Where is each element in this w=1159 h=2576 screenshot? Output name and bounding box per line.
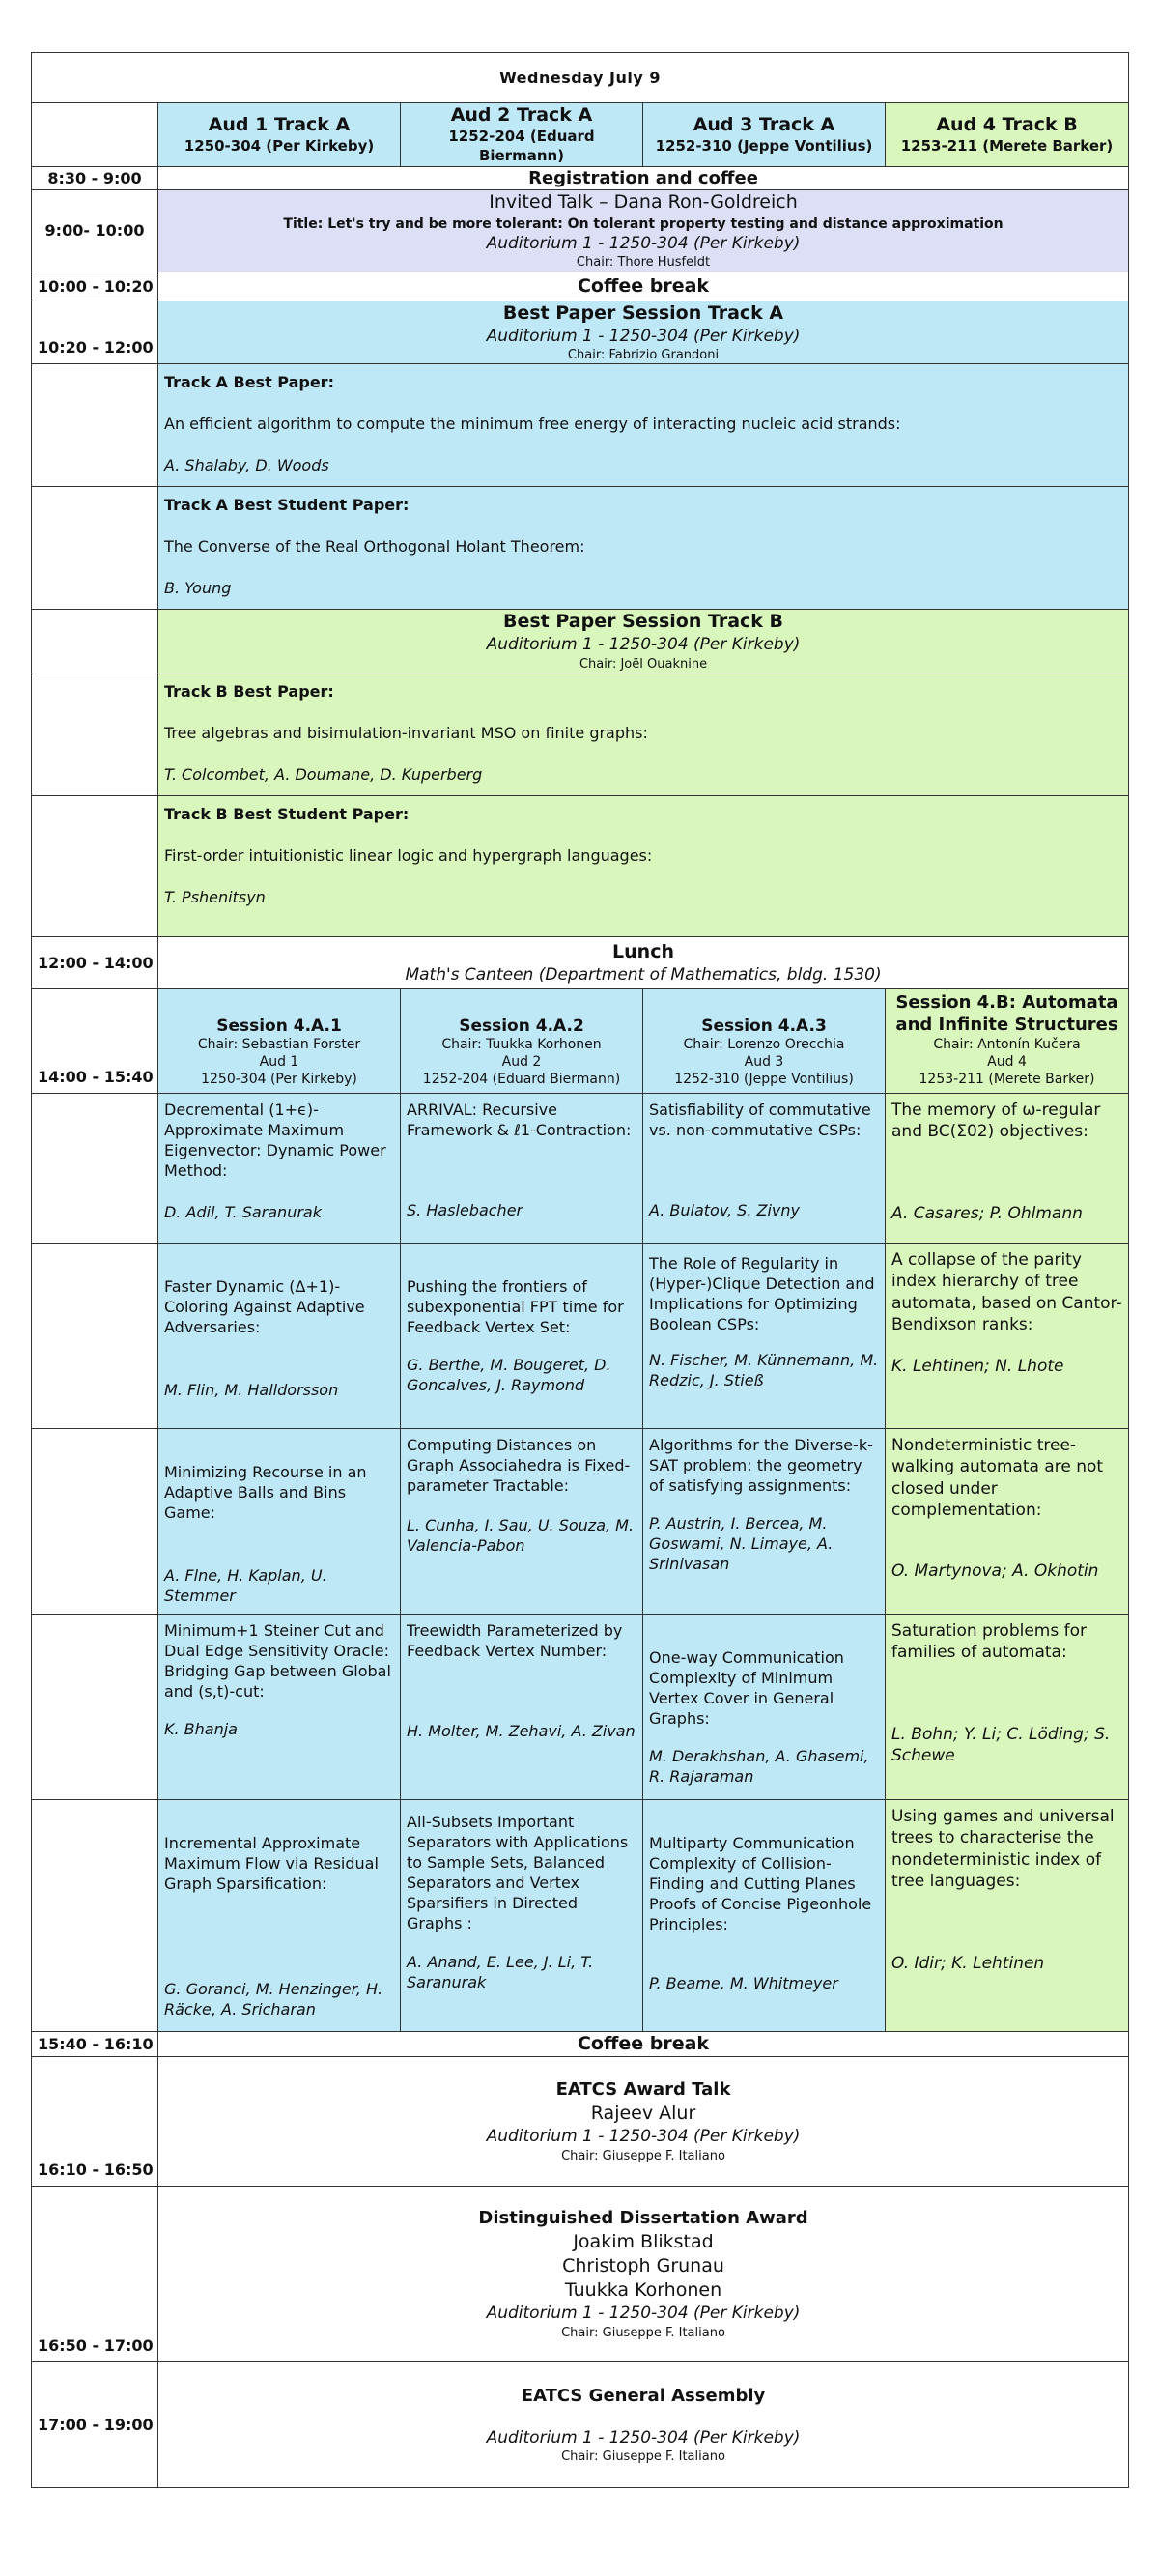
session-chair: Chair: Antonín Kučera bbox=[933, 1037, 1081, 1053]
paper-authors: K. Lehtinen; N. Lhote bbox=[891, 1356, 1064, 1376]
session-name: Session 4.A.2 bbox=[459, 1016, 584, 1036]
session-header-4b bbox=[886, 988, 1129, 1093]
paper-cell bbox=[886, 1428, 1129, 1614]
paper-title: Saturation problems for families of automata: bbox=[891, 1620, 1087, 1663]
session-header-4a2 bbox=[401, 988, 643, 1093]
paper-cell bbox=[158, 1428, 401, 1614]
paper-label: Track A Best Paper: bbox=[164, 373, 334, 392]
paper-authors: D. Adil, T. Saranurak bbox=[164, 1203, 322, 1222]
track-header-aud4 bbox=[886, 103, 1129, 167]
session-aud: Aud 3 bbox=[744, 1054, 784, 1071]
session-name: Session 4.B: Automata and Infinite Structures bbox=[895, 991, 1118, 1036]
session-chair: Chair: Sebastian Forster bbox=[197, 1037, 361, 1053]
paper-cell bbox=[886, 1243, 1129, 1428]
invited-talk-heading: Invited Talk – Dana Ron-Goldreich bbox=[489, 191, 798, 214]
paper-authors: M. Derakhshan, A. Ghasemi, R. Rajaraman bbox=[649, 1747, 869, 1787]
time-cell: 10:00 - 10:20 bbox=[32, 272, 158, 301]
dissertation-row bbox=[32, 2186, 1129, 2361]
track-room: 1253-211 (Merete Barker) bbox=[900, 136, 1114, 155]
paper-title: Minimum+1 Steiner Cut and Dual Edge Sensitivity Oracle: Bridging Gap between Global and (s,t)-cut: bbox=[164, 1620, 391, 1702]
assembly-chair: Chair: Giuseppe F. Italiano bbox=[561, 2449, 725, 2464]
paper-row bbox=[32, 1428, 1129, 1614]
paper-cell bbox=[401, 1799, 643, 2031]
title-row bbox=[32, 53, 1129, 103]
track-room: 1252-204 (Eduard Biermann) bbox=[448, 128, 595, 164]
session-chair: Chair: Joël Ouaknine bbox=[579, 656, 708, 672]
paper-cell bbox=[158, 1243, 401, 1428]
session-header-4a1 bbox=[158, 988, 401, 1093]
track-header-aud3 bbox=[643, 103, 886, 167]
page-title: Wednesday July 9 bbox=[32, 53, 1129, 103]
time-cell: 12:00 - 14:00 bbox=[32, 936, 158, 988]
paper-cell bbox=[401, 1093, 643, 1243]
paper-row bbox=[32, 1243, 1129, 1428]
best-paper-row bbox=[32, 673, 1129, 795]
paper-title: The Role of Regularity in (Hyper-)Clique Detection and Implications for Optimizing Boolean CSPs: bbox=[649, 1253, 875, 1334]
empty-time-cell bbox=[32, 364, 158, 487]
session-name: Session 4.A.1 bbox=[216, 1016, 342, 1036]
empty-time-cell bbox=[32, 487, 158, 610]
empty-corner-cell bbox=[32, 103, 158, 167]
paper-cell bbox=[401, 1243, 643, 1428]
paper-authors: G. Goranci, M. Henzinger, H. Räcke, A. Sricharan bbox=[164, 1980, 383, 2019]
paper-title: Algorithms for the Diverse-k-SAT problem: the geometry of satisfying assignments: bbox=[649, 1435, 873, 1496]
coffee-break-row bbox=[32, 2031, 1129, 2056]
empty-time-cell bbox=[32, 673, 158, 795]
general-assembly-row bbox=[32, 2361, 1129, 2487]
paper-cell bbox=[401, 1428, 643, 1614]
paper-title: One-way Communication Complexity of Minimum Vertex Cover in General Graphs: bbox=[649, 1647, 844, 1729]
invited-talk-cell bbox=[158, 190, 1129, 272]
paper-label: Track A Best Student Paper: bbox=[164, 496, 410, 515]
award-heading: EATCS Award Talk bbox=[555, 2079, 731, 2101]
paper-label: Track B Best Student Paper: bbox=[164, 804, 410, 823]
session-room: 1253-211 (Merete Barker) bbox=[919, 1072, 1095, 1087]
paper-cell bbox=[643, 1428, 886, 1614]
empty-time-cell bbox=[32, 610, 158, 673]
empty-time-cell bbox=[32, 1799, 158, 2031]
invited-talk-chair: Chair: Thore Husfeldt bbox=[576, 255, 711, 271]
paper-label: Track B Best Paper: bbox=[164, 681, 334, 701]
paper-cell bbox=[886, 1799, 1129, 2031]
paper-authors: P. Beame, M. Whitmeyer bbox=[649, 1974, 838, 1993]
paper-authors: M. Flin, M. Halldorsson bbox=[164, 1381, 339, 1400]
session-header-4a3 bbox=[643, 988, 886, 1093]
paper-row bbox=[32, 1093, 1129, 1243]
paper-cell bbox=[643, 1614, 886, 1799]
session-room: 1252-310 (Jeppe Vontilius) bbox=[674, 1072, 854, 1087]
paper-authors: B. Young bbox=[164, 579, 232, 598]
session-chair: Chair: Lorenzo Orecchia bbox=[683, 1037, 845, 1053]
paper-authors: N. Fischer, M. Künnemann, M. Redzic, J. Stieß bbox=[649, 1351, 879, 1390]
paper-authors: K. Bhanja bbox=[164, 1720, 238, 1739]
lunch-label: Lunch bbox=[612, 940, 674, 962]
paper-title: Tree algebras and bisimulation-invariant MSO on finite graphs: bbox=[164, 724, 648, 743]
dissertation-room: Auditorium 1 - 1250-304 (Per Kirkeby) bbox=[486, 2304, 801, 2324]
award-talk-row bbox=[32, 2056, 1129, 2186]
paper-authors: A. Casares; P. Ohlmann bbox=[891, 1203, 1083, 1223]
paper-cell bbox=[643, 1243, 886, 1428]
track-header-row bbox=[32, 103, 1129, 167]
best-paper-row bbox=[32, 487, 1129, 610]
paper-title: All-Subsets Important Separators with Applications to Sample Sets, Balanced Separators and Vertex Sparsifiers in Directed Graphs : bbox=[407, 1812, 629, 1933]
session-name: Session 4.A.3 bbox=[701, 1016, 827, 1036]
best-paper-cell bbox=[158, 673, 1129, 795]
paper-cell bbox=[886, 1093, 1129, 1243]
paper-title: Faster Dynamic (Δ+1)-Coloring Against Adaptive Adversaries: bbox=[164, 1276, 365, 1337]
session-chair: Chair: Fabrizio Grandoni bbox=[567, 348, 720, 363]
track-name: Aud 1 Track A bbox=[208, 113, 351, 135]
session-header-row bbox=[32, 988, 1129, 1093]
registration-label: Registration and coffee bbox=[158, 166, 1129, 190]
registration-row bbox=[32, 166, 1129, 190]
coffee-break-row bbox=[32, 272, 1129, 301]
dissertation-cell bbox=[158, 2186, 1129, 2361]
best-paper-a-header-row bbox=[32, 301, 1129, 364]
paper-authors: L. Bohn; Y. Li; C. Löding; S. Schewe bbox=[891, 1724, 1111, 1766]
empty-time-cell bbox=[32, 795, 158, 936]
best-paper-a-header bbox=[158, 301, 1129, 364]
dissertation-name: Tuukka Korhonen bbox=[564, 2279, 722, 2302]
paper-cell bbox=[643, 1799, 886, 2031]
paper-title: The memory of ω-regular and BC(Σ02) objectives: bbox=[891, 1100, 1101, 1142]
best-paper-b-header-row bbox=[32, 610, 1129, 673]
paper-authors: T. Colcombet, A. Doumane, D. Kuperberg bbox=[164, 765, 483, 785]
paper-title: First-order intuitionistic linear logic and hypergraph languages: bbox=[164, 846, 653, 866]
paper-authors: G. Berthe, M. Bougeret, D. Goncalves, J. Raymond bbox=[407, 1356, 611, 1395]
best-paper-b-header bbox=[158, 610, 1129, 673]
time-cell: 10:20 - 12:00 bbox=[32, 301, 158, 364]
session-room: 1250-304 (Per Kirkeby) bbox=[201, 1072, 357, 1087]
track-room: 1250-304 (Per Kirkeby) bbox=[184, 136, 375, 155]
time-cell: 16:50 - 17:00 bbox=[32, 2186, 158, 2361]
session-aud: Aud 4 bbox=[987, 1054, 1027, 1071]
paper-authors: A. Anand, E. Lee, J. Li, T. Saranurak bbox=[407, 1952, 594, 1991]
invited-talk-room: Auditorium 1 - 1250-304 (Per Kirkeby) bbox=[486, 233, 801, 253]
best-paper-cell bbox=[158, 364, 1129, 487]
schedule-table bbox=[31, 52, 1129, 2488]
dissertation-chair: Chair: Giuseppe F. Italiano bbox=[561, 2325, 725, 2340]
paper-title: Computing Distances on Graph Associahedra is Fixed-parameter Tractable: bbox=[407, 1435, 631, 1496]
time-cell: 17:00 - 19:00 bbox=[32, 2361, 158, 2487]
track-room: 1252-310 (Jeppe Vontilius) bbox=[655, 136, 873, 155]
best-paper-cell bbox=[158, 487, 1129, 610]
award-speaker: Rajeev Alur bbox=[590, 2103, 696, 2125]
paper-title: Pushing the frontiers of subexponential FPT time for Feedback Vertex Set: bbox=[407, 1276, 624, 1337]
paper-title: An efficient algorithm to compute the minimum free energy of interacting nucleic acid strands: bbox=[164, 415, 901, 434]
paper-authors: A. Shalaby, D. Woods bbox=[164, 456, 329, 475]
award-talk-cell bbox=[158, 2056, 1129, 2186]
invited-talk-row bbox=[32, 190, 1129, 272]
track-header-aud1 bbox=[158, 103, 401, 167]
paper-authors: A. Flne, H. Kaplan, U. Stemmer bbox=[164, 1566, 327, 1606]
time-cell: 8:30 - 9:00 bbox=[32, 166, 158, 190]
dissertation-name: Christoph Grunau bbox=[562, 2255, 724, 2277]
paper-cell bbox=[643, 1093, 886, 1243]
paper-authors: A. Bulatov, S. Zivny bbox=[649, 1201, 800, 1220]
general-assembly-cell bbox=[158, 2361, 1129, 2487]
track-header-aud2 bbox=[401, 103, 643, 167]
paper-title: Using games and universal trees to characterise the nondeterministic index of tree languages: bbox=[891, 1806, 1115, 1892]
paper-title: A collapse of the parity index hierarchy of tree automata, based on Cantor-Bendixson ranks: bbox=[891, 1249, 1122, 1335]
paper-title: Nondeterministic tree-walking automata are not closed under complementation: bbox=[891, 1435, 1104, 1521]
coffee-break-label: Coffee break bbox=[158, 272, 1129, 301]
assembly-heading: EATCS General Assembly bbox=[521, 2385, 766, 2406]
best-paper-row bbox=[32, 795, 1129, 936]
paper-authors: T. Pshenitsyn bbox=[164, 888, 266, 907]
paper-cell bbox=[158, 1093, 401, 1243]
paper-title: The Converse of the Real Orthogonal Holant Theorem: bbox=[164, 537, 585, 557]
empty-time-cell bbox=[32, 1243, 158, 1428]
session-room: Auditorium 1 - 1250-304 (Per Kirkeby) bbox=[486, 326, 801, 346]
dissertation-heading: Distinguished Dissertation Award bbox=[478, 2208, 808, 2229]
lunch-cell bbox=[158, 936, 1129, 988]
paper-cell bbox=[158, 1614, 401, 1799]
time-cell: 9:00- 10:00 bbox=[32, 190, 158, 272]
paper-authors: S. Haslebacher bbox=[407, 1201, 523, 1220]
time-cell: 16:10 - 16:50 bbox=[32, 2056, 158, 2186]
session-heading: Best Paper Session Track B bbox=[502, 611, 784, 633]
invited-talk-title: Title: Let's try and be more tolerant: On tolerant property testing and distance approximation bbox=[283, 215, 1004, 232]
paper-title: Decremental (1+ϵ)-Approximate Maximum Eigenvector: Dynamic Power Method: bbox=[164, 1100, 386, 1181]
time-cell: 15:40 - 16:10 bbox=[32, 2031, 158, 2056]
paper-title: Multiparty Communication Complexity of Collision-Finding and Cutting Planes Proofs of Concise Pigeonhole Principles: bbox=[649, 1833, 872, 1934]
best-paper-row bbox=[32, 364, 1129, 487]
paper-title: Minimizing Recourse in an Adaptive Balls and Bins Game: bbox=[164, 1462, 367, 1523]
empty-time-cell bbox=[32, 1093, 158, 1243]
best-paper-cell bbox=[158, 795, 1129, 936]
session-chair: Chair: Tuukka Korhonen bbox=[441, 1037, 602, 1053]
paper-authors: O. Idir; K. Lehtinen bbox=[891, 1953, 1045, 1973]
session-heading: Best Paper Session Track A bbox=[502, 301, 784, 324]
coffee-break-label: Coffee break bbox=[158, 2031, 1129, 2056]
time-cell: 14:00 - 15:40 bbox=[32, 988, 158, 1093]
assembly-room: Auditorium 1 - 1250-304 (Per Kirkeby) bbox=[486, 2427, 801, 2447]
paper-authors: P. Austrin, I. Bercea, M. Goswami, N. Limaye, A. Srinivasan bbox=[649, 1514, 834, 1574]
track-name: Aud 2 Track A bbox=[450, 104, 593, 126]
lunch-place: Math's Canteen (Department of Mathematics, bldg. 1530) bbox=[405, 964, 882, 985]
lunch-row bbox=[32, 936, 1129, 988]
paper-row bbox=[32, 1614, 1129, 1799]
paper-row bbox=[32, 1799, 1129, 2031]
paper-authors: O. Martynova; A. Okhotin bbox=[891, 1560, 1099, 1581]
session-aud: Aud 2 bbox=[501, 1054, 542, 1071]
award-room: Auditorium 1 - 1250-304 (Per Kirkeby) bbox=[486, 2127, 801, 2147]
session-room: 1252-204 (Eduard Biermann) bbox=[422, 1072, 621, 1087]
paper-authors: H. Molter, M. Zehavi, A. Zivan bbox=[407, 1722, 636, 1741]
award-chair: Chair: Giuseppe F. Italiano bbox=[561, 2148, 725, 2163]
paper-authors: L. Cunha, I. Sau, U. Souza, M. Valencia-Pabon bbox=[407, 1516, 635, 1556]
empty-time-cell bbox=[32, 1428, 158, 1614]
paper-cell bbox=[401, 1614, 643, 1799]
session-aud: Aud 1 bbox=[259, 1054, 299, 1071]
paper-title: Treewidth Parameterized by Feedback Vertex Number: bbox=[407, 1620, 623, 1661]
dissertation-name: Joakim Blikstad bbox=[573, 2230, 714, 2252]
paper-title: ARRIVAL: Recursive Framework & ℓ1-Contraction: bbox=[407, 1100, 632, 1140]
track-name: Aud 4 Track B bbox=[936, 113, 1078, 135]
session-room: Auditorium 1 - 1250-304 (Per Kirkeby) bbox=[486, 635, 801, 655]
paper-cell bbox=[886, 1614, 1129, 1799]
track-name: Aud 3 Track A bbox=[693, 113, 835, 135]
paper-title: Satisfiability of commutative vs. non-commutative CSPs: bbox=[649, 1100, 871, 1140]
paper-title: Incremental Approximate Maximum Flow via Residual Graph Sparsification: bbox=[164, 1833, 379, 1894]
empty-time-cell bbox=[32, 1614, 158, 1799]
paper-cell bbox=[158, 1799, 401, 2031]
